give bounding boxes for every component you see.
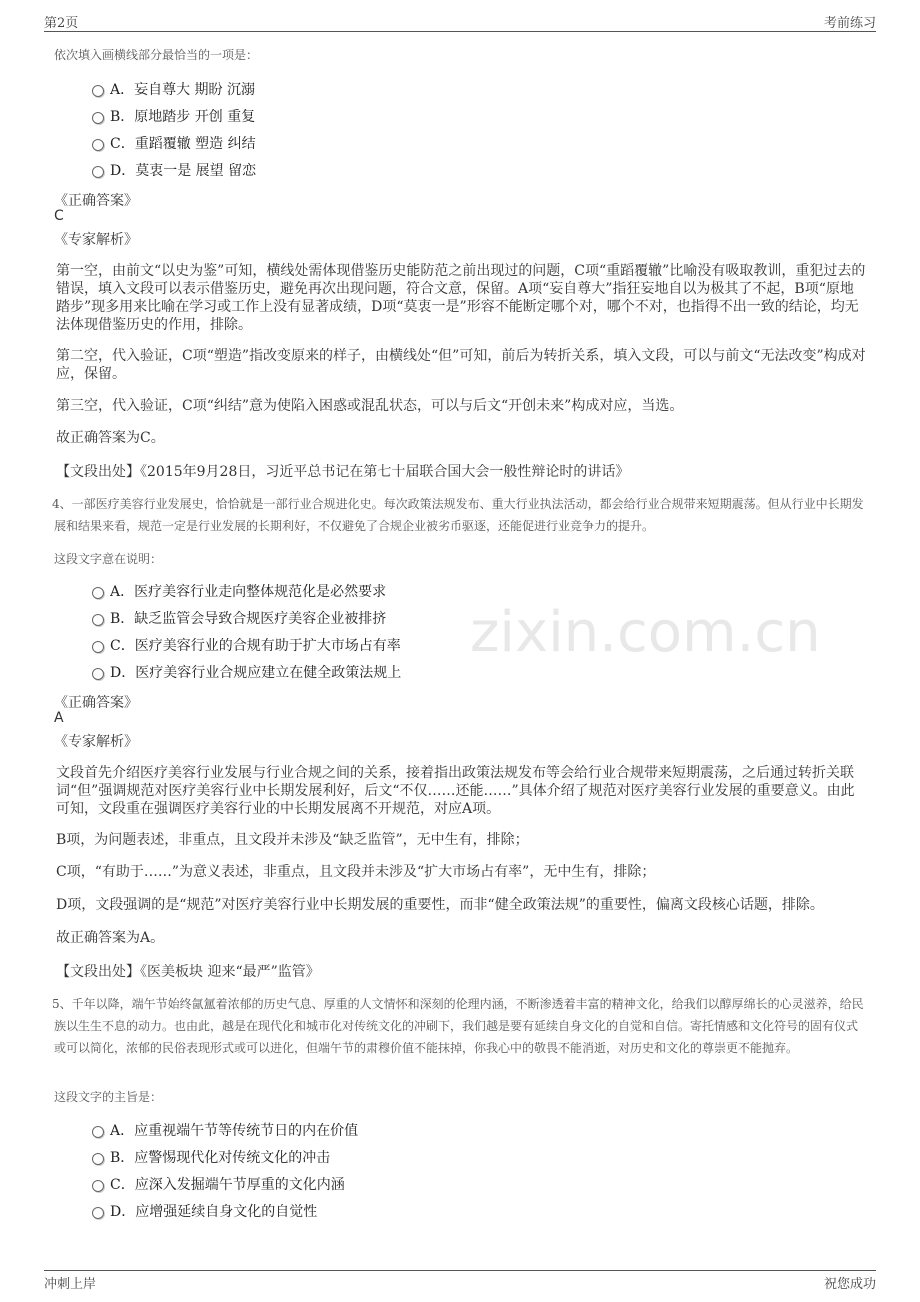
radio-icon[interactable] [92,1153,104,1165]
radio-icon[interactable] [92,139,104,151]
watermark: zixin.com.cn [470,600,821,665]
q5-prompt: 这段文字的主旨是： [54,1090,163,1104]
q4-answer: A [54,710,64,726]
footer-right: 祝您成功 [823,1277,876,1292]
q4-question: 4、一部医疗美容行业发展史，恰恰就是一部行业合规进化史。每次政策法规发布、重大行业执法活动，都会给行业合规带来短期震荡。但从行业中长期发展和结果来看，规范一定是行业发展的长期利好，不仅避免了合规企业被劣币驱逐，还能促进行业竞争力的提升。 [52,497,864,533]
q3-option-a[interactable]: A．妄自尊大 期盼 沉溺 [92,80,255,100]
q3-analysis-p3: 第三空，代入验证，C项“纠结”意为使陷入困惑或混乱状态，可以与后文“开创未来”构成对应，当选。 [56,398,684,414]
q4-analysis-p4: D项，文段强调的是“规范”对医疗美容行业中长期发展的重要性，而非“健全政策法规”的重要性，偏离文段核心话题，排除。 [56,897,824,913]
q5-question: 5、千年以降，端午节始终氤氲着浓郁的历史气息、厚重的人文情怀和深刻的伦理内涵，不断渗透着丰富的精神文化，给我们以醇厚绵长的心灵滋养，给民族以生生不息的动力。也由此，越是在现代化和城市化对传统文化的冲刷下，我们越是要有延续自身文化的自觉和自信。寄托情感和文化符号的固有仪式或可以简化，浓郁的民俗表现形式或可以进化，但端午节的肃穆价值不能抹掉，你我心中的敬畏不能消逝，对历史和文化的尊崇更不能抛弃。 [52,997,864,1055]
radio-icon[interactable] [92,1207,104,1219]
q4-prompt: 这段文字意在说明： [54,552,163,566]
q5-option-a[interactable]: A．应重视端午节等传统节日的内在价值 [92,1121,358,1141]
q4-option-a[interactable]: A．医疗美容行业走向整体规范化是必然要求 [92,582,386,602]
q4-answer-label: 《正确答案》 [54,695,138,711]
q5-option-b[interactable]: B．应警惕现代化对传统文化的冲击 [92,1148,330,1168]
q4-analysis-p5: 故正确答案为A。 [56,930,165,946]
radio-icon[interactable] [92,587,104,599]
q3-prompt: 依次填入画横线部分最恰当的一项是： [54,48,259,62]
q4-option-c[interactable]: C．医疗美容行业的合规有助于扩大市场占有率 [92,636,401,656]
q3-option-b[interactable]: B．原地踏步 开创 重复 [92,107,255,127]
q3-analysis-p2: 第二空，代入验证，C项“塑造”指改变原来的样子，由横线处“但”可知，前后为转折关系，填入文段，可以与前文“无法改变”构成对应，保留。 [56,348,866,382]
q3-option-c[interactable]: C．重蹈覆辙 塑造 纠结 [92,134,256,154]
q4-option-d[interactable]: D．医疗美容行业合规应建立在健全政策法规上 [92,663,401,683]
page-number: 第2页 [44,16,79,31]
q3-source: 【文段出处】《2015年9月28日，习近平总书记在第七十届联合国大会一般性辩论时的讲话》 [56,464,630,480]
q5-option-c[interactable]: C．应深入发掘端午节厚重的文化内涵 [92,1175,345,1195]
radio-icon[interactable] [92,668,104,680]
q3-answer-label: 《正确答案》 [54,193,138,209]
q4-source: 【文段出处】《医美板块 迎来“最严”监管》 [56,964,320,980]
q5-option-d[interactable]: D．应增强延续自身文化的自觉性 [92,1202,317,1222]
q3-analysis-label: 《专家解析》 [54,232,138,248]
radio-icon[interactable] [92,112,104,124]
radio-icon[interactable] [92,1126,104,1138]
radio-icon[interactable] [92,641,104,653]
q4-option-b[interactable]: B．缺乏监管会导致合规医疗美容企业被排挤 [92,609,386,629]
q4-analysis-label: 《专家解析》 [54,734,138,750]
q3-answer: C [54,208,64,224]
q4-analysis-p2: B项，为问题表述，非重点，且文段并未涉及“缺乏监管”，无中生有，排除； [56,832,529,848]
q3-analysis-p1: 第一空，由前文“以史为鉴”可知，横线处需体现借鉴历史能防范之前出现过的问题，C项“重蹈覆辙”比喻没有吸取教训，重犯过去的错误，填入文段可以表示借鉴历史，避免再次出现问题，符合文意，保留。A项“妄自尊大”指狂妄地自以为极其了不起，B项“原地踏步”现多用来比喻在学习或工作上没有显著成绩，D项“莫衷一是”形容不能断定哪个对，哪个不对，也指得不出一致的结论，均无法体现借鉴历史的作用，排除。 [56,263,866,333]
q4-analysis-p1: 文段首先介绍医疗美容行业发展与行业合规之间的关系，接着指出政策法规发布等会给行业合规带来短期震荡，之后通过转折关联词“但”强调规范对医疗美容行业中长期发展利好，后文“不仅……还能……”具体介绍了规范对医疗美容行业发展的重要意义。由此可知，文段重在强调医疗美容行业的中长期发展离不开规范，对应A项。 [56,765,855,817]
q4-analysis-p3: C项，“有助于……”为意义表述，非重点，且文段并未涉及“扩大市场占有率”，无中生有，排除； [56,864,656,880]
page-footer [44,1270,876,1292]
radio-icon[interactable] [92,614,104,626]
radio-icon[interactable] [92,166,104,178]
page-header [44,12,876,32]
footer-left: 冲刺上岸 [44,1277,97,1292]
q3-option-d[interactable]: D．莫衷一是 展望 留恋 [92,161,256,181]
header-title: 考前练习 [823,16,876,31]
q3-analysis-p4: 故正确答案为C。 [56,430,165,446]
radio-icon[interactable] [92,85,104,97]
radio-icon[interactable] [92,1180,104,1192]
